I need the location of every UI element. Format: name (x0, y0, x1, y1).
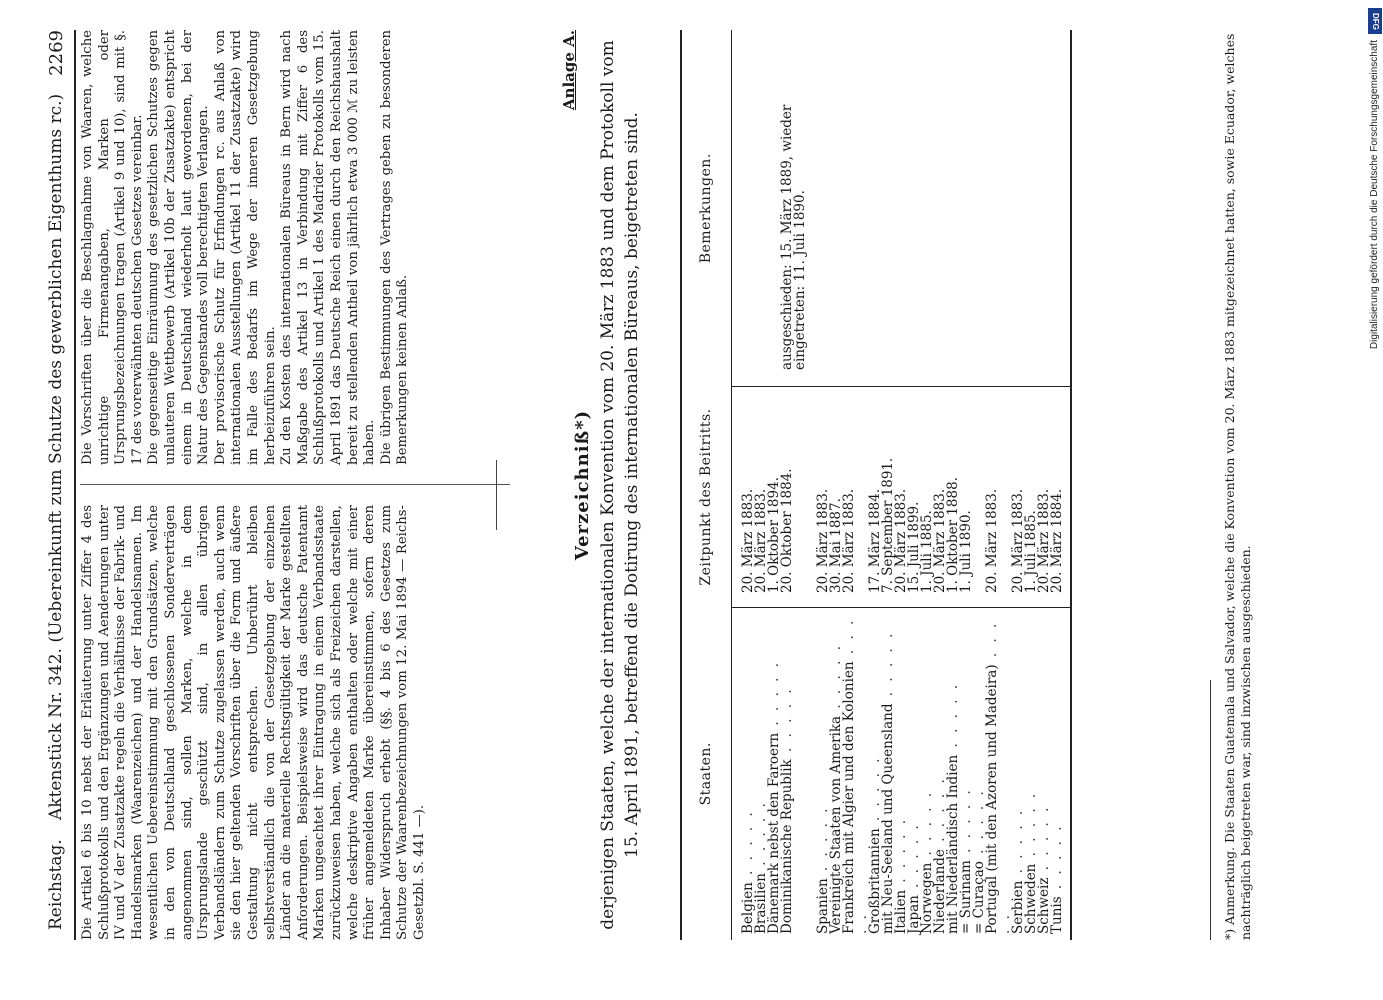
remark-cell (882, 30, 895, 387)
remark-cell (908, 30, 921, 387)
state-cell-text: Dominikanische Republik (779, 759, 795, 934)
state-cell-text: Brasilien (753, 873, 769, 934)
date-cell-text: 20. Oktober 1884. (779, 468, 795, 593)
date-cell-text: 15. Juli 1899. (906, 501, 922, 593)
date-cell-text: 7. September 1891. (880, 457, 896, 593)
state-cell-text: Serbien (1010, 880, 1026, 934)
state-cell (986, 608, 1012, 941)
footnote: *) Anmerkung. Die Staaten Guatemala und Salvador, welche die Konvention vom 20. März 1883 mitgezeichnet hatten, sowie Ecuador, welches nachträglich beigetreten war, sind inzwischen ausgeschieden. (1222, 33, 1253, 940)
leader-dots: . . . . . (906, 822, 922, 896)
leader-dots: . . . . . (971, 788, 987, 862)
right-paragraph-5: Die übrigen Bestimmungen des Vertrages geben zu besonderen Bemerkungen keinen Anlaß. (378, 30, 411, 465)
leader-dots: . . . . . (1023, 790, 1039, 864)
leader-dots: . . . . . (893, 816, 909, 890)
state-cell (843, 608, 869, 941)
remark-cell (843, 30, 869, 387)
header-left: Reichstag. (46, 839, 66, 930)
date-cell-text: 20. März 1883. (815, 488, 831, 593)
leader-dots: . . . . . (815, 805, 831, 879)
state-cell-text: Schweden (1023, 863, 1039, 934)
leader-dots: . . . . . (1010, 807, 1026, 881)
remark-cell (755, 30, 768, 387)
state-cell (781, 608, 807, 941)
date-cell (960, 387, 973, 608)
header-rule (74, 30, 76, 940)
digitization-note: Digitalisierung gefördert durch die Deutsche Forschungsgemeinschaft (1369, 40, 1380, 350)
leader-dots: . . . . . (945, 681, 961, 755)
header-states: Staaten. (681, 608, 732, 941)
date-cell-text: 20. März 1883. (984, 488, 1000, 593)
date-cell-text: 1. Oktober 1894. (766, 477, 782, 593)
state-cell-text: Großbritannien (867, 828, 883, 934)
remark-cell (973, 30, 986, 387)
leader-dots: . . . . . (828, 643, 844, 716)
remark-cell (1051, 30, 1071, 387)
leader-dots: . . . . . (753, 800, 769, 873)
right-paragraph-4: Zu den Kosten des internationalen Büreaus in Bern wird nach Maßgabe des Artikel 13 in Verbindung mit Ziffer 6 des Schlußprotokolls und Artikel 1 des Madrider Protokolls vom 15. April 1891 das Deutsche Reich einen durch den Reichshaushalt bereit zu stellenden Antheil von jährlich etwa 3 000 ℳ zu leisten haben. (279, 30, 378, 465)
date-cell-text: 20. März 1883. (893, 488, 909, 593)
table-row (1038, 30, 1051, 940)
state-cell-text: mit Neu-Seeland und Queensland (880, 703, 896, 934)
header-remarks: Bemerkungen. (681, 30, 732, 387)
state-cell-text: = Surinam (958, 860, 974, 934)
leader-dots: . . . . . (919, 789, 935, 863)
header-title: Aktenstück Nr. 342. (Uebereinkunft zum Schutze des gewerblichen Eigenthums rc.) (46, 93, 66, 820)
leader-dots: . . . . . (958, 787, 974, 861)
date-cell-text: 20. März 1883. (753, 488, 769, 593)
right-paragraph-1: Die Vorschriften über die Beschlagnahme von Waaren, welche unrichtige Firmenangaben, Marken oder Ursprungsbezeichnungen tragen (Artikel 9 und 10), sind mit §. 17 des vorerwähnten deutschen Gesetzes vereinbar. (80, 30, 145, 465)
state-cell-text: mit Niederländisch Indien (945, 754, 961, 934)
right-paragraph-2: Die gegenseitige Einräumung des gesetzlichen Schutzes gegen unlauteren Wettbewerb (Artikel 10b der Zusatzakte) entspricht einem in Deutschland wiederholt laut gewordenen, bei der Natur des Gegenstandes voll berechtigten Verlangen. (146, 30, 212, 465)
annex-label: Anlage A. (560, 30, 578, 111)
date-cell-text: 20. März 1883. (1036, 488, 1052, 593)
accession-table (680, 30, 1072, 940)
remark-cell (1038, 30, 1051, 387)
date-cell (781, 387, 807, 608)
remark-cell (960, 30, 973, 387)
date-cell-text: 1. Oktober 1888. (945, 477, 961, 593)
left-column (80, 505, 428, 940)
page-header (40, 30, 74, 930)
section-rule (496, 460, 497, 530)
page-number: 2269 (46, 30, 67, 76)
list-title: Verzeichniß*) (572, 409, 593, 561)
table-body (732, 30, 1072, 940)
remark-cell (895, 30, 908, 387)
column-divider (80, 484, 510, 485)
date-cell (843, 387, 869, 608)
leader-dots: . . . . . (880, 630, 896, 704)
state-cell-text: Niederlande (932, 849, 948, 934)
state-cell (1051, 608, 1071, 941)
state-cell-text: Schweiz (1036, 877, 1052, 934)
leader-dots: . . . . . (740, 809, 756, 883)
state-cell-text: Norwegen (919, 862, 935, 934)
state-cell-text: Italien (893, 889, 909, 934)
state-cell-text: Dänemark nebst den Faroern (766, 732, 782, 934)
remark-cell (934, 30, 947, 387)
state-cell-text: Tunis (1049, 896, 1065, 934)
date-cell-text: 30. Mai 1887. (828, 498, 844, 593)
remark-cell (742, 30, 755, 387)
state-cell-text: = Curaçao (971, 861, 987, 934)
leader-dots: . . . . . (932, 776, 948, 850)
table-row (781, 30, 807, 940)
remark-cell (1025, 30, 1038, 387)
remark-cell (781, 30, 807, 387)
table-row (895, 30, 908, 940)
date-cell-text: 17. März 1884. (867, 488, 883, 593)
leader-dots: . . . . . (766, 659, 782, 733)
right-paragraph-3: Der provisorische Schutz für Erfindungen rc. aus Anlaß von internationalen Ausstellungen (Artikel 11 der Zusatzakte) wird im Falle des Bedarfs im Wege der inneren Gesetzgebung herbeizuführen sein. (212, 30, 278, 465)
leader-dots: . . . . . (779, 686, 795, 760)
remark-cell (986, 30, 1012, 387)
table-row (843, 30, 869, 940)
state-cell-text: Portugal (mit den Azoren und Madeira) (984, 664, 1000, 934)
remark-cell (947, 30, 960, 387)
leader-dots: . . . . . (984, 620, 1013, 934)
leader-dots: . . . . . (1049, 823, 1065, 897)
remark-cell (1012, 30, 1025, 387)
date-cell-text: 20. März 1883. (1010, 488, 1026, 593)
table-row (1025, 30, 1038, 940)
state-cell-text: Frankreich mit Algier und den Kolonien (841, 661, 857, 934)
header-date: Zeitpunkt des Beitritts. (681, 387, 732, 608)
leader-dots: . . . . . (867, 755, 883, 829)
table-row (882, 30, 895, 940)
leader-dots: . . . . . (1036, 804, 1052, 878)
left-paragraph: Die Artikel 6 bis 10 nebst der Erläuterung unter Ziffer 4 des Schlußprotokolls und den Ergänzungen und Aenderungen unter IV und V der Zusatzakte regeln die Verhältnisse der Fabrik- und Handelsmarken (Waarenzeichen) und der Handelsnamen. Im wesentlichen Uebereinstimmung mit den Grundsätzen, welche in den von Deutschland geschlossenen Sonderverträgen angenommen sind, sollen Marken, welche in dem Ursprungslande geschützt sind, in allen übrigen Verbandsländern zum Schutze zugelassen werden, auch wenn sie den hier geltenden Vorschriften über die Form und äußere Gestaltung nicht entsprechen. Unberührt bleiben selbstverständlich die von der Gesetzgebung der einzelnen Länder an die materielle Rechtsgültigkeit der Marke gestellten Anforderungen. Beispielsweise wird das deutsche Patentamt Marken ungeachtet ihrer Eintragung in einem Verbandsstaate zurückzuweisen haben, welche sich als Freizeichen darstellen, welche deskriptive Angaben enthalten oder welche mit einer früher angemeldeten Marke übereinstimmen, sofern deren Inhaber Widerspruch erhebt (§§. 4 bis 6 des Gesetzes zum Schutze der Waarenbezeichnungen vom 12. Mai 1894 — Reichs-Gesetzbl. S. 441 —). (80, 505, 427, 940)
remark-cell (869, 30, 882, 387)
leader-dots: . . . . . (841, 617, 870, 934)
date-cell-text: 20. März 1883. (841, 488, 857, 593)
state-cell-text: Belgien (740, 882, 756, 934)
date-cell-text: 20. März 1884. (1049, 488, 1065, 593)
table-row (1051, 30, 1071, 940)
date-cell (986, 387, 1012, 608)
rotated-document (40, 0, 1340, 1000)
date-cell-text: 20. März 1883. (932, 488, 948, 593)
date-cell-text: 1. Juli 1885. (919, 510, 935, 593)
table-row (986, 30, 1012, 940)
remark-cell-text: ausgeschieden: 15. März 1889, wieder eingetreten: 11. Juli 1890. (779, 104, 808, 370)
remark-cell (921, 30, 934, 387)
date-cell (1051, 387, 1071, 608)
date-cell-text: 1. Juli 1890. (958, 510, 974, 593)
dfg-logo: DFG (1368, 8, 1382, 34)
remark-cell (830, 30, 843, 387)
text-columns (80, 30, 540, 940)
footnote-rule (1210, 680, 1211, 940)
list-subtitle: derjenigen Staaten, welche der internationalen Konvention vom 20. März 1883 und dem Protokoll vom 15. April 1891, betreffend die Dotirung des internationalen Büreaus, beigetreten sind. (598, 40, 642, 930)
state-cell-text: Japan (906, 895, 922, 934)
date-cell-text: 1. Juli 1885. (1023, 510, 1039, 593)
state-cell-text: Spanien (815, 878, 831, 934)
right-column (80, 30, 412, 465)
date-cell-text: 20. März 1883. (740, 488, 756, 593)
remark-cell (817, 30, 830, 387)
state-cell-text: Vereinigte Staaten von Amerika (828, 715, 844, 934)
